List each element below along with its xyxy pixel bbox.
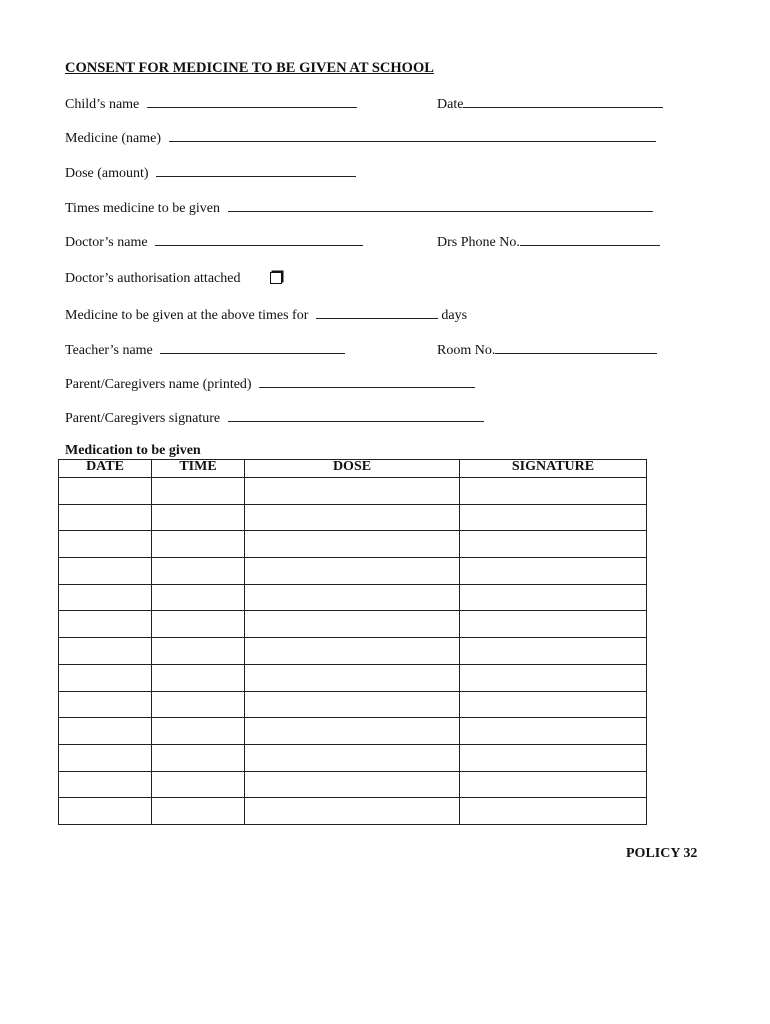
table-cell[interactable] — [245, 664, 460, 691]
date-row — [437, 95, 663, 113]
duration-label: Medicine to be given at the above times for — [65, 308, 309, 323]
table-cell[interactable] — [152, 798, 245, 825]
child-name-row — [65, 95, 357, 113]
table-cell[interactable] — [59, 664, 152, 691]
drs-phone-row — [437, 233, 660, 251]
table-cell[interactable] — [152, 504, 245, 531]
table-cell[interactable] — [460, 771, 647, 798]
parent-signature-row — [65, 409, 484, 427]
table-row — [59, 798, 647, 825]
table-row — [59, 531, 647, 558]
times-row — [65, 199, 653, 217]
dose-label: Dose (amount) — [65, 166, 149, 181]
room-row — [437, 341, 657, 359]
date-label: Date — [437, 97, 464, 112]
table-cell[interactable] — [460, 638, 647, 665]
parent-name-field[interactable] — [259, 375, 475, 388]
policy-footer: POLICY 32 — [626, 846, 698, 861]
header-dose: DOSE — [245, 460, 460, 478]
times-label: Times medicine to be given — [65, 201, 221, 216]
table-cell[interactable] — [152, 584, 245, 611]
medicine-field[interactable] — [169, 129, 656, 142]
parent-signature-field[interactable] — [228, 409, 484, 422]
duration-suffix: days — [441, 308, 468, 323]
table-cell[interactable] — [245, 718, 460, 745]
drs-phone-label: Drs Phone No. — [437, 235, 520, 250]
doctor-name-row — [65, 233, 363, 251]
parent-signature-label: Parent/Caregivers signature — [65, 411, 221, 426]
table-cell[interactable] — [152, 638, 245, 665]
header-signature: SIGNATURE — [460, 460, 647, 478]
table-cell[interactable] — [152, 611, 245, 638]
table-row — [59, 584, 647, 611]
times-field[interactable] — [228, 199, 653, 212]
teacher-label: Teacher’s name — [65, 343, 153, 358]
table-cell[interactable] — [460, 478, 647, 505]
teacher-row — [65, 341, 345, 359]
table-cell[interactable] — [245, 691, 460, 718]
table-cell[interactable] — [245, 558, 460, 585]
table-cell[interactable] — [245, 771, 460, 798]
medicine-row — [65, 129, 656, 147]
table-cell[interactable] — [245, 611, 460, 638]
table-cell[interactable] — [245, 744, 460, 771]
table-cell[interactable] — [59, 798, 152, 825]
table-row — [59, 558, 647, 585]
form-title: CONSENT FOR MEDICINE TO BE GIVEN AT SCHOOL — [65, 60, 434, 76]
medication-table — [58, 459, 647, 825]
table-cell[interactable] — [152, 718, 245, 745]
table-cell[interactable] — [460, 504, 647, 531]
table-body — [59, 478, 647, 825]
table-cell[interactable] — [460, 584, 647, 611]
table-cell[interactable] — [245, 531, 460, 558]
table-cell[interactable] — [152, 531, 245, 558]
header-time: TIME — [152, 460, 245, 478]
table-row — [59, 611, 647, 638]
table-caption: Medication to be given — [65, 443, 201, 458]
table-cell[interactable] — [59, 478, 152, 505]
parent-name-row — [65, 375, 475, 393]
table-row — [59, 638, 647, 665]
duration-row — [65, 306, 467, 324]
child-name-field[interactable] — [147, 95, 357, 108]
table-cell[interactable] — [152, 691, 245, 718]
table-cell[interactable] — [245, 584, 460, 611]
child-name-label: Child’s name — [65, 97, 140, 112]
table-cell[interactable] — [59, 718, 152, 745]
drs-phone-field[interactable] — [520, 233, 660, 246]
table-cell[interactable] — [245, 504, 460, 531]
table-cell[interactable] — [460, 744, 647, 771]
table-row — [59, 691, 647, 718]
teacher-field[interactable] — [160, 341, 345, 354]
table-cell[interactable] — [59, 611, 152, 638]
authorisation-label: Doctor’s authorisation attached — [65, 271, 241, 286]
table-cell[interactable] — [152, 478, 245, 505]
authorisation-checkbox[interactable] — [270, 272, 282, 284]
table-cell[interactable] — [460, 718, 647, 745]
table-cell[interactable] — [245, 638, 460, 665]
table-cell[interactable] — [59, 558, 152, 585]
table-cell[interactable] — [59, 638, 152, 665]
dose-field[interactable] — [156, 164, 356, 177]
table-cell[interactable] — [59, 531, 152, 558]
table-cell[interactable] — [152, 664, 245, 691]
table-row — [59, 478, 647, 505]
doctor-name-label: Doctor’s name — [65, 235, 148, 250]
table-cell[interactable] — [460, 664, 647, 691]
table-cell[interactable] — [152, 771, 245, 798]
table-cell[interactable] — [460, 798, 647, 825]
table-cell[interactable] — [152, 744, 245, 771]
room-field[interactable] — [495, 341, 657, 354]
table-cell[interactable] — [59, 584, 152, 611]
table-cell[interactable] — [245, 478, 460, 505]
table-cell[interactable] — [59, 691, 152, 718]
parent-name-label: Parent/Caregivers name (printed) — [65, 377, 252, 392]
table-row — [59, 718, 647, 745]
doctor-name-field[interactable] — [155, 233, 363, 246]
duration-field[interactable] — [316, 306, 438, 319]
table-cell[interactable] — [152, 558, 245, 585]
room-label: Room No. — [437, 343, 496, 358]
table-cell[interactable] — [245, 798, 460, 825]
dose-row — [65, 164, 356, 182]
table-cell[interactable] — [460, 611, 647, 638]
table-cell[interactable] — [59, 744, 152, 771]
date-field[interactable] — [463, 95, 663, 108]
table-cell[interactable] — [59, 504, 152, 531]
table-header-row — [59, 460, 647, 478]
header-date: DATE — [59, 460, 152, 478]
table-cell[interactable] — [460, 558, 647, 585]
table-row — [59, 504, 647, 531]
table-cell[interactable] — [59, 771, 152, 798]
medicine-label: Medicine (name) — [65, 131, 162, 146]
table-cell[interactable] — [460, 691, 647, 718]
table-row — [59, 771, 647, 798]
table-cell[interactable] — [460, 531, 647, 558]
table-row — [59, 664, 647, 691]
table-row — [59, 744, 647, 771]
